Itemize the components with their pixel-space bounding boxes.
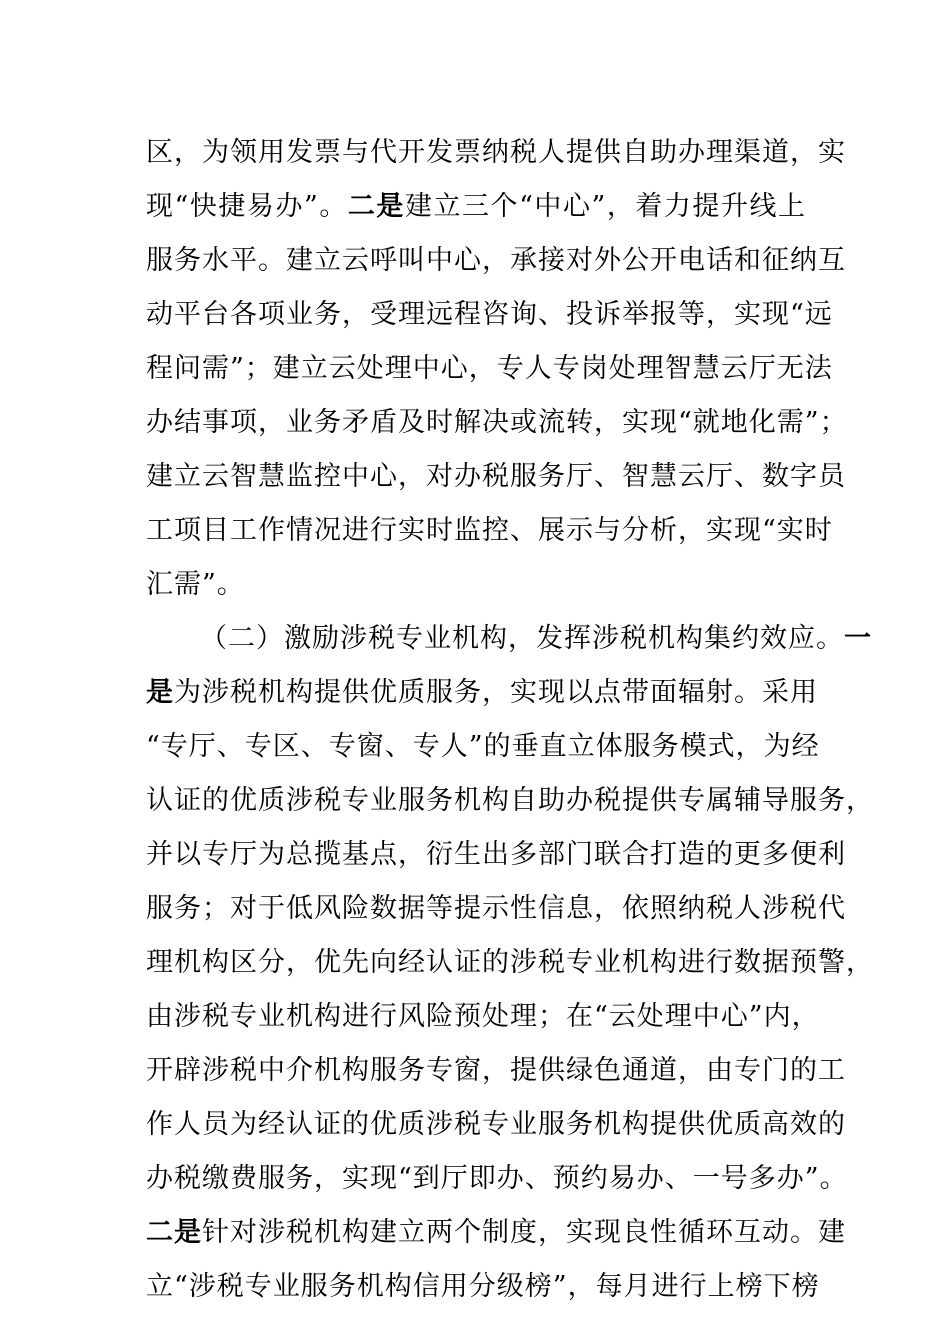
text-run: 汇需”。 [146, 569, 245, 600]
text-run: 建立三个“中心”，着力提升线上 [404, 191, 807, 222]
text-line-14 [146, 828, 846, 882]
text-line-5 [146, 342, 833, 396]
text-line-13 [146, 774, 874, 828]
text-line-19 [146, 1098, 846, 1152]
text-run: 针对涉税机构建立两个制度，实现良性循环互动。建 [202, 1217, 846, 1248]
text-line-18 [146, 1044, 846, 1098]
text-line-3 [146, 234, 846, 288]
text-line-2 [146, 180, 806, 234]
text-run: 工项目工作情况进行实时监控、展示与分析，实现“实时 [146, 515, 833, 546]
text-run: 现“快捷易办”。 [146, 191, 348, 222]
text-line-4 [146, 288, 833, 342]
text-run: 动平台各项业务，受理远程咨询、投诉举报等，实现“远 [146, 299, 833, 330]
text-line-6 [146, 396, 848, 450]
text-line-11 [146, 666, 818, 720]
text-run: 办税缴费服务，实现“到厅即办、预约易办、一号多办”。 [146, 1163, 848, 1194]
text-line-16 [146, 936, 874, 990]
text-run: 区，为领用发票与代开发票纳税人提供自助办理渠道，实 [146, 137, 846, 168]
text-line-21 [146, 1206, 846, 1260]
text-run: “专厅、专区、专窗、专人”的垂直立体服务模式，为经 [146, 731, 820, 762]
text-line-12 [146, 720, 820, 774]
bold-run: 二是 [347, 191, 405, 222]
text-line-17 [146, 990, 820, 1044]
text-run: 建立云智慧监控中心，对办税服务厅、智慧云厅、数字员 [146, 461, 846, 492]
document-body [146, 126, 874, 1314]
text-run: 认证的优质涉税专业服务机构自助办税提供专属辅导服务， [146, 785, 874, 816]
text-line-8 [146, 504, 833, 558]
text-run: 程问需”；建立云处理中心，专人专岗处理智慧云厅无法 [146, 353, 833, 384]
text-line-9 [146, 558, 806, 612]
text-run: 为涉税机构提供优质服务，实现以点带面辐射。采用 [174, 677, 818, 708]
text-run: 办结事项，业务矛盾及时解决或流转，实现“就地化需”； [146, 407, 848, 438]
text-line-15 [146, 882, 846, 936]
text-run: 立“涉税专业服务机构信用分级榜”，每月进行上榜下榜 [146, 1271, 820, 1302]
text-line-1 [146, 126, 846, 180]
text-run: 开辟涉税中介机构服务专窗，提供绿色通道，由专门的工 [146, 1055, 846, 1086]
bold-run: 二是 [146, 1217, 202, 1248]
text-run: 服务水平。建立云呼叫中心，承接对外公开电话和征纳互 [146, 245, 846, 276]
text-line-20 [146, 1152, 848, 1206]
bold-run: 一 [844, 623, 872, 654]
text-line-7 [146, 450, 846, 504]
text-run: 由涉税专业机构进行风险预处理；在“云处理中心”内， [146, 1001, 820, 1032]
text-run: 理机构区分，优先向经认证的涉税专业机构进行数据预警， [146, 947, 874, 978]
text-line-22 [146, 1260, 820, 1314]
text-run: （二）激励涉税专业机构，发挥涉税机构集约效应。 [200, 623, 844, 654]
text-run: 作人员为经认证的优质涉税专业服务机构提供优质高效的 [146, 1109, 846, 1140]
text-run: 服务；对于低风险数据等提示性信息，依照纳税人涉税代 [146, 893, 846, 924]
text-run: 并以专厅为总揽基点，衍生出多部门联合打造的更多便利 [146, 839, 846, 870]
text-line-10 [146, 612, 872, 666]
bold-run: 是 [146, 677, 174, 708]
